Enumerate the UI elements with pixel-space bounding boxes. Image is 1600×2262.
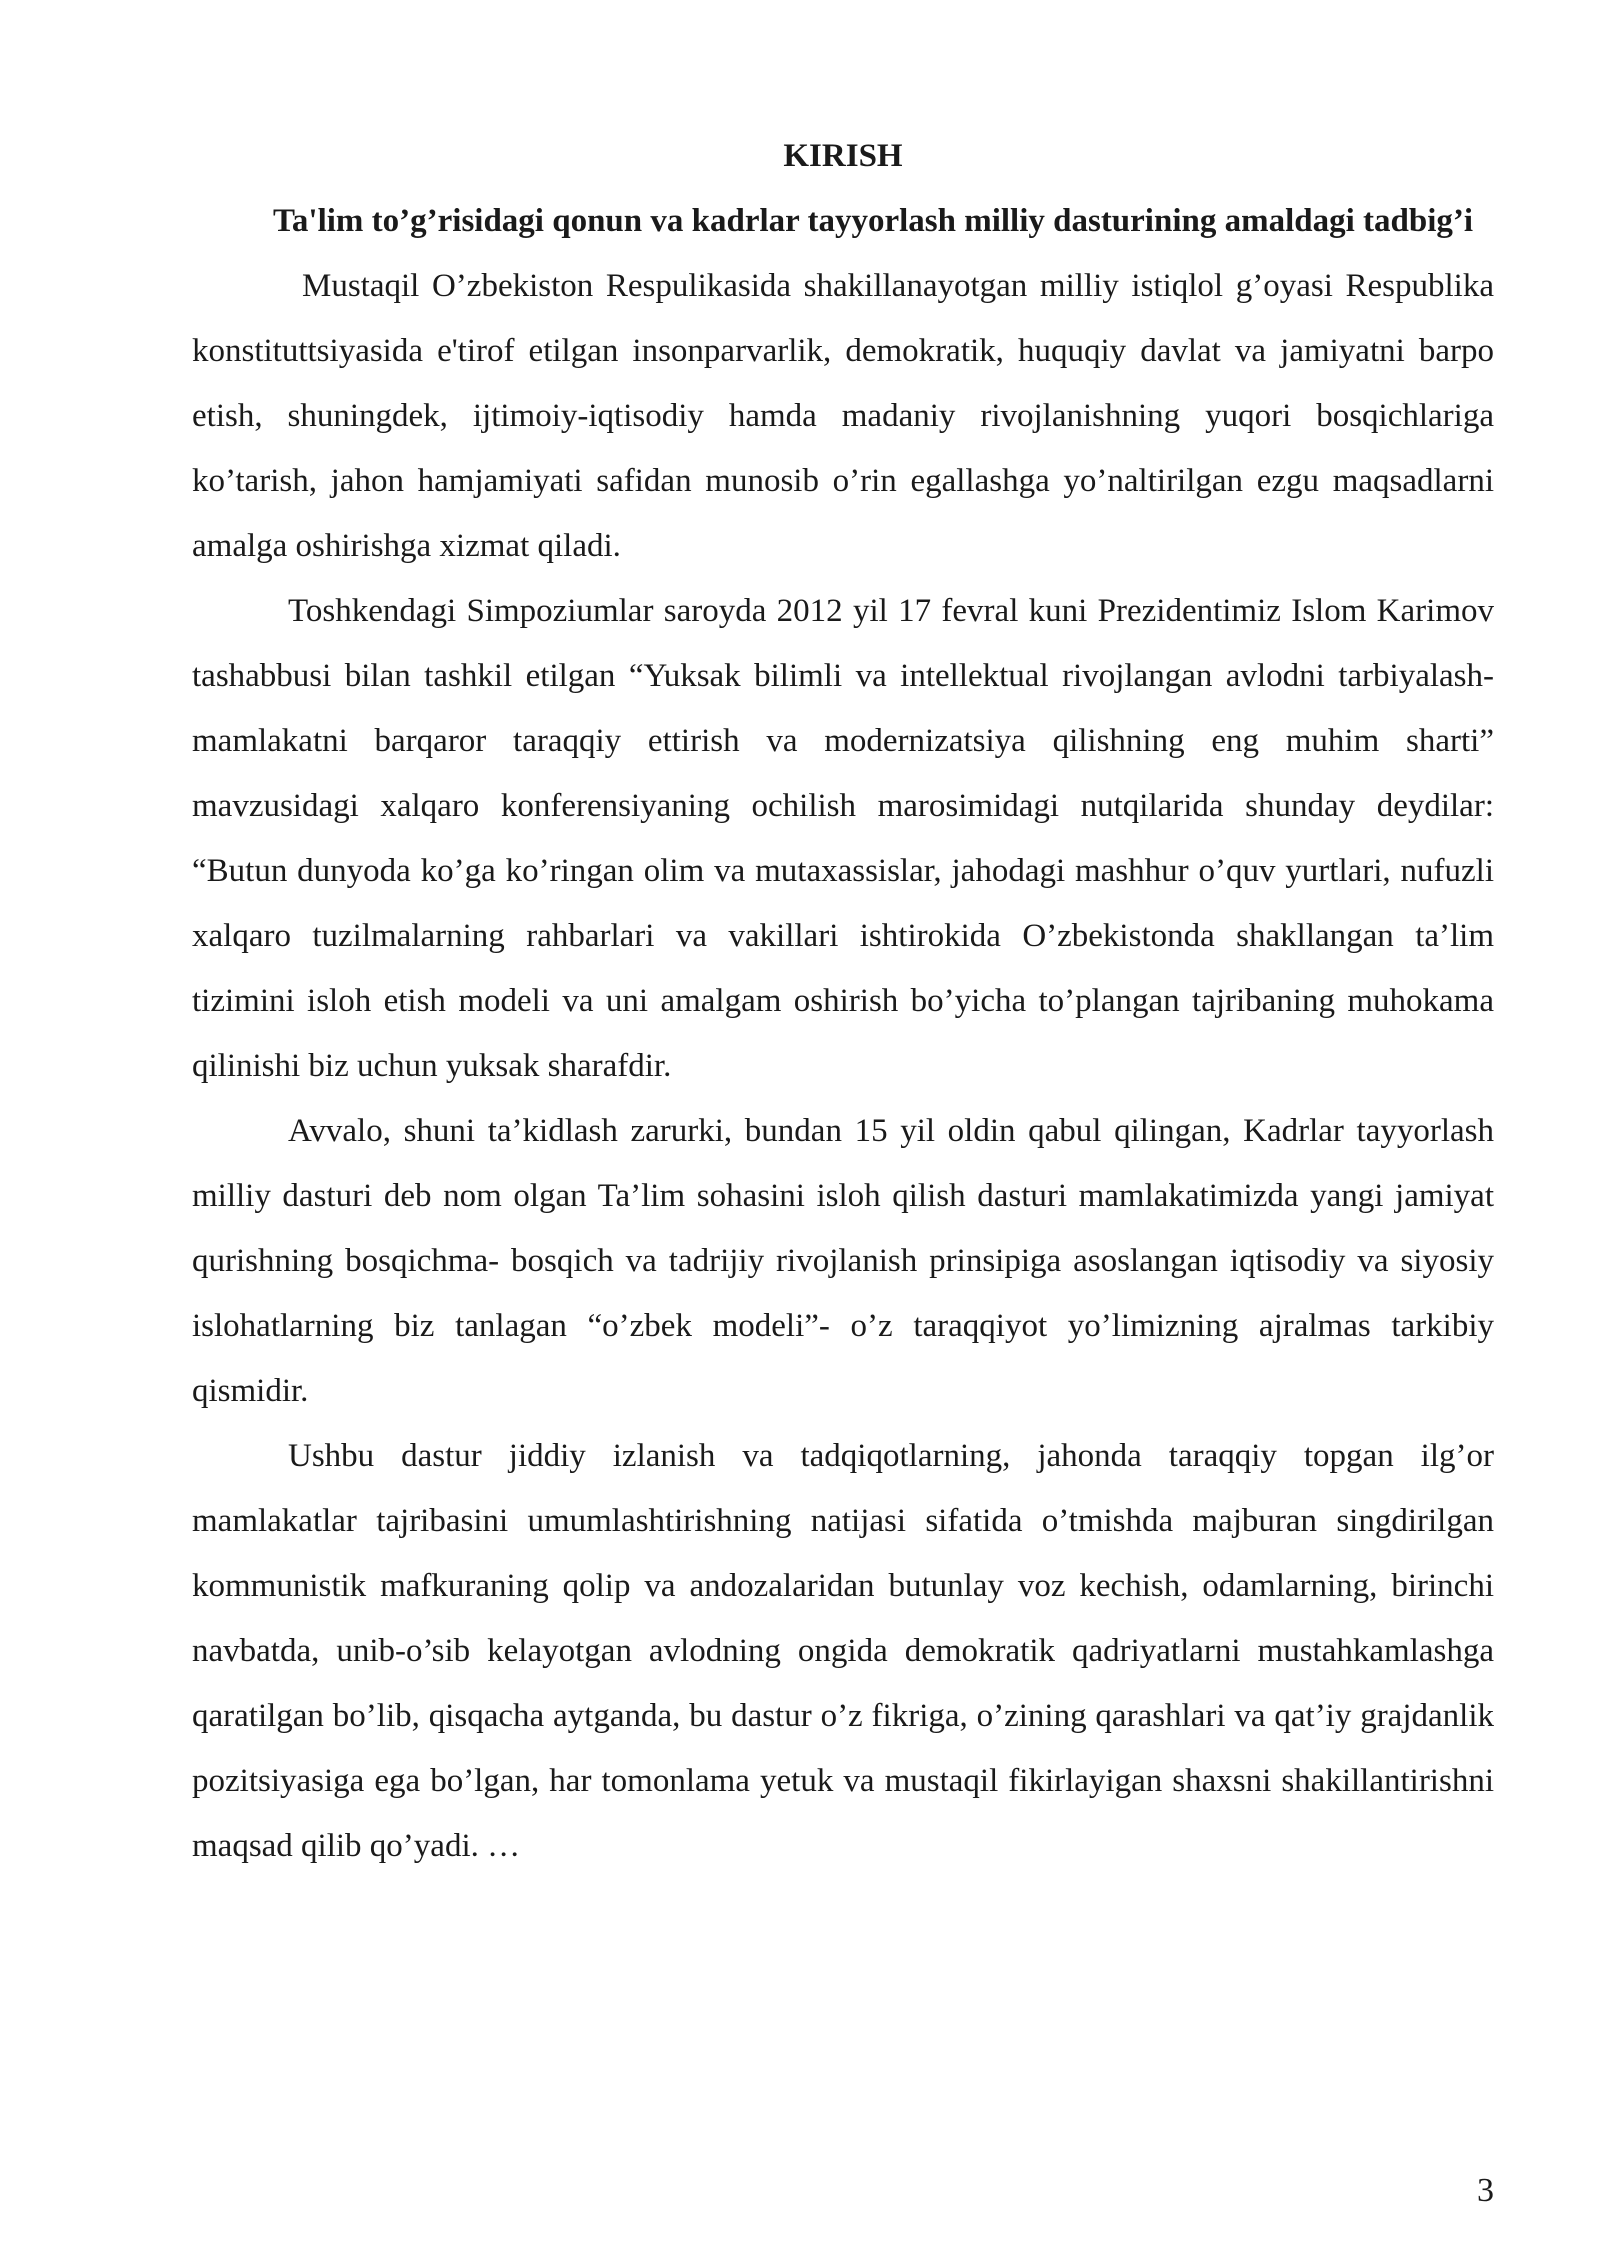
page-number: 3 [1477, 2172, 1494, 2209]
document-subheading: Ta'lim to’g’risidagi qonun va kadrlar tayyorlash milliy dasturining amaldagi tadbig’i [272, 203, 1474, 239]
paragraph-4: Ushbu dastur jiddiy izlanish va tadqiqotlarning, jahonda taraqqiy topgan ilg’or mamlakatlar tajribasini umumlashtirishning natijasi sifatida o’tmishda majburan singdirilgan kommunistik mafkuraning qolip va andozalaridan butunlay voz kechish, odamlarning, birinchi navbatda, unib-o’sib kelayotgan avlodning ongida demokratik qadriyatlarni mustahkamlashga qaratilgan bo’lib, qisqacha aytganda, bu dastur o’z fikriga, o’zining qarashlari va qat’iy grajdanlik pozitsiyasiga ega bo’lgan, har tomonlama yetuk va mustaqil fikirlayigan shaxsni shakillantirishni maqsad qilib qo’yadi. … [192, 1438, 1494, 1864]
paragraph-1: Mustaqil O’zbekiston Respulikasida shakillanayotgan milliy istiqlol g’oyasi Respublika konstituttsiyasida e'tirof etilgan insonparvarlik, demokratik, huquqiy davlat va jamiyatni barpo etish, shuningdek, ijtimoiy-iqtisodiy hamda madaniy rivojlanishning yuqori bosqichlariga ko’tarish, jahon hamjamiyati safidan munosib o’rin egallashga yo’naltirilgan ezgu maqsadlarni amalga oshirishga xizmat qiladi. [192, 268, 1494, 564]
document-page [192, 124, 1494, 1879]
document-heading: KIRISH [783, 138, 903, 174]
paragraph-3: Avvalo, shuni ta’kidlash zarurki, bundan 15 yil oldin qabul qilingan, Kadrlar tayyorlash milliy dasturi deb nom olgan Ta’lim sohasini isloh qilish dasturi mamlakatimizda yangi jamiyat qurishning bosqichma- bosqich va tadrijiy rivojlanish prinsipiga asoslangan iqtisodiy va siyosiy islohatlarning biz tanlagan “o’zbek modeli”- o’z taraqqiyot yo’limizning ajralmas tarkibiy qismidir. [192, 1113, 1494, 1409]
paragraph-2: Toshkendagi Simpoziumlar saroyda 2012 yil 17 fevral kuni Prezidentimiz Islom Karimov tashabbusi bilan tashkil etilgan “Yuksak bilimli va intellektual rivojlangan avlodni tarbiyalash-mamlakatni barqaror taraqqiy ettirish va modernizatsiya qilishning eng muhim sharti” mavzusidagi xalqaro konferensiyaning ochilish marosimidagi nutqilarida shunday deydilar: “Butun dunyoda ko’ga ko’ringan olim va mutaxassislar, jahodagi mashhur o’quv yurtlari, nufuzli xalqaro tuzilmalarning rahbarlari va vakillari ishtirokida O’zbekistonda shakllangan ta’lim tizimini isloh etish modeli va uni amalgam oshirish bo’yicha to’plangan tajribaning muhokama qilinishi biz uchun yuksak sharafdir. [192, 593, 1494, 1084]
